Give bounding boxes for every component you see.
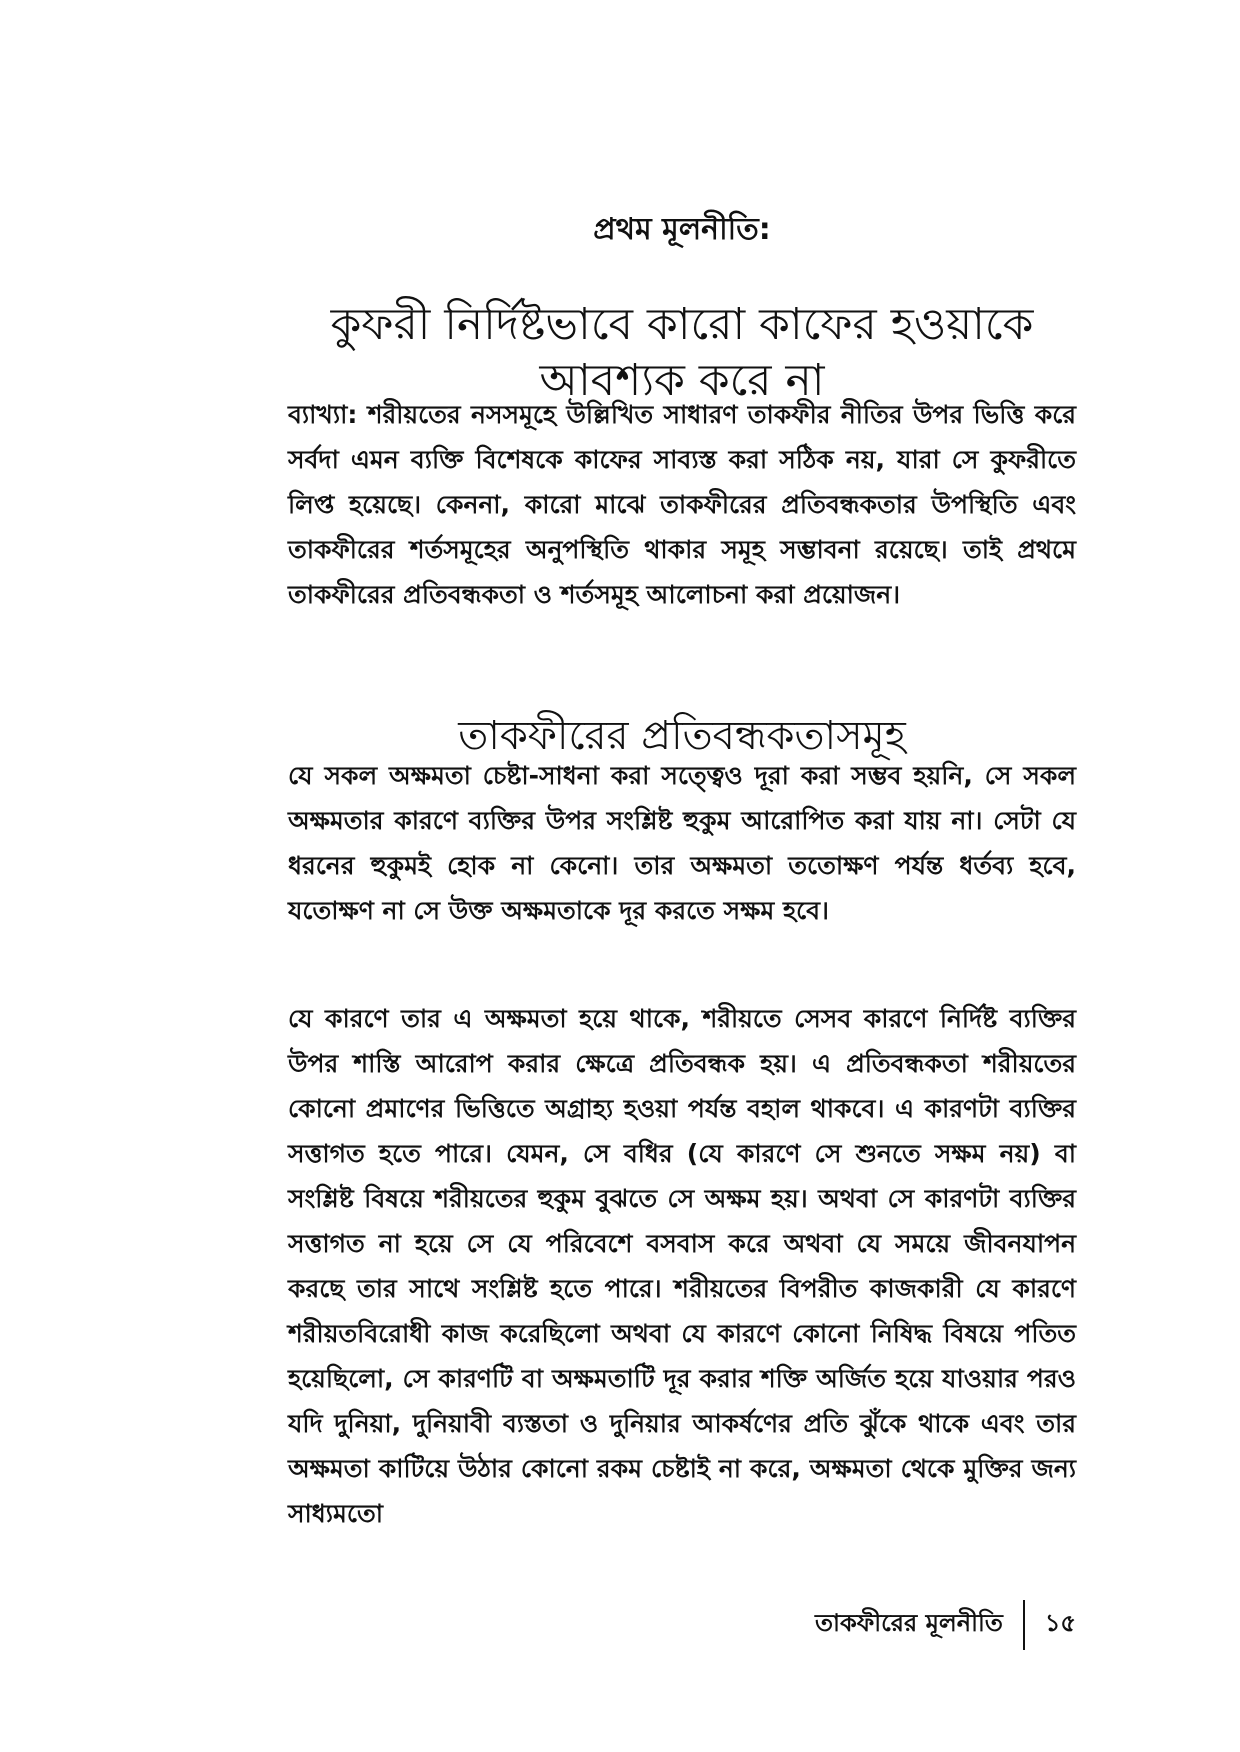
body-paragraph: যে সকল অক্ষমতা চেষ্টা-সাধনা করা সত্ত্বেও দূরা করা সম্ভব হয়নি, সে সকল অক্ষমতার কারণে ব্যক্তির উপর সংশ্লিষ্ট হুকুম আরোপিত করা যায় না। সেটা যে ধরনের হুকুমই হোক না কেনো। তার অক্ষমতা ততোক্ষণ পর্যন্ত ধর্তব্য হবে, যতোক্ষণ না সে উক্ত অক্ষমতাকে দূর করতে সক্ষম হবে। <box>288 761 1076 925</box>
page-footer <box>815 1600 1076 1650</box>
explanation-paragraph: ব্যাখ্যা: শরীয়তের নসসমূহে উল্লিখিত সাধারণ তাকফীর নীতির উপর ভিত্তি করে সর্বদা এমন ব্যক্তি বিশেষকে কাফের সাব্যস্ত করা সঠিক নয়, যারা সে কুফরীতে লিপ্ত হয়েছে। কেননা, কারো মাঝে তাকফীরের প্রতিবন্ধকতার উপস্থিতি এবং তাকফীরের শর্তসমূহের অনুপস্থিতি থাকার সমূহ সম্ভাবনা রয়েছে। তাই প্রথমে তাকফীরের প্রতিবন্ধকতা ও শর্তসমূহ আলোচনা করা প্রয়োজন। <box>288 400 1076 609</box>
chapter-title: কুফরী নির্দিষ্টভাবে কারো কাফের হওয়াকে আবশ্যক করে না <box>330 299 1034 407</box>
running-title: তাকফীরের মূলনীতি <box>815 1609 1003 1637</box>
book-page <box>288 0 1076 1752</box>
page-number: ১৫ <box>1044 1609 1076 1637</box>
body-paragraph: যে কারণে তার এ অক্ষমতা হয়ে থাকে, শরীয়তে সেসব কারণে নির্দিষ্ট ব্যক্তির উপর শাস্তি আরোপ করার ক্ষেত্রে প্রতিবন্ধক হয়। এ প্রতিবন্ধকতা শরীয়তের কোনো প্রমাণের ভিত্তিতে অগ্রাহ্য হওয়া পর্যন্ত বহাল থাকবে। এ কারণটা ব্যক্তির সত্তাগত হতে পারে। যেমন, সে বধির (যে কারণে সে শুনতে সক্ষম নয়) বা সংশ্লিষ্ট বিষয়ে শরীয়তের হুকুম বুঝতে সে অক্ষম হয়। অথবা সে কারণটা ব্যক্তির সত্তাগত না হয়ে সে যে পরিবেশে বসবাস করে অথবা যে সময়ে জীবনযাপন করছে তার সাথে সংশ্লিষ্ট হতে পারে। শরীয়তের বিপরীত কাজকারী যে কারণে শরীয়তবিরোধী কাজ করেছিলো অথবা যে কারণে কোনো নিষিদ্ধ বিষয়ে পতিত হয়েছিলো, সে কারণটি বা অক্ষমতাটি দূর করার শক্তি অর্জিত হয়ে যাওয়ার পরও যদি দুনিয়া, দুনিয়াবী ব্যস্ততা ও দুনিয়ার আকর্ষণের প্রতি ঝুঁকে থাকে এবং তার অক্ষমতা কাটিয়ে উঠার কোনো রকম চেষ্টাই না করে, অক্ষমতা থেকে মুক্তির জন্য সাধ্যমতো <box>288 1004 1076 1528</box>
principle-label: প্রথম মূলনীতি: <box>593 212 771 247</box>
section-title: তাকফীরের প্রতিবন্ধকতাসমূহ <box>458 713 906 760</box>
